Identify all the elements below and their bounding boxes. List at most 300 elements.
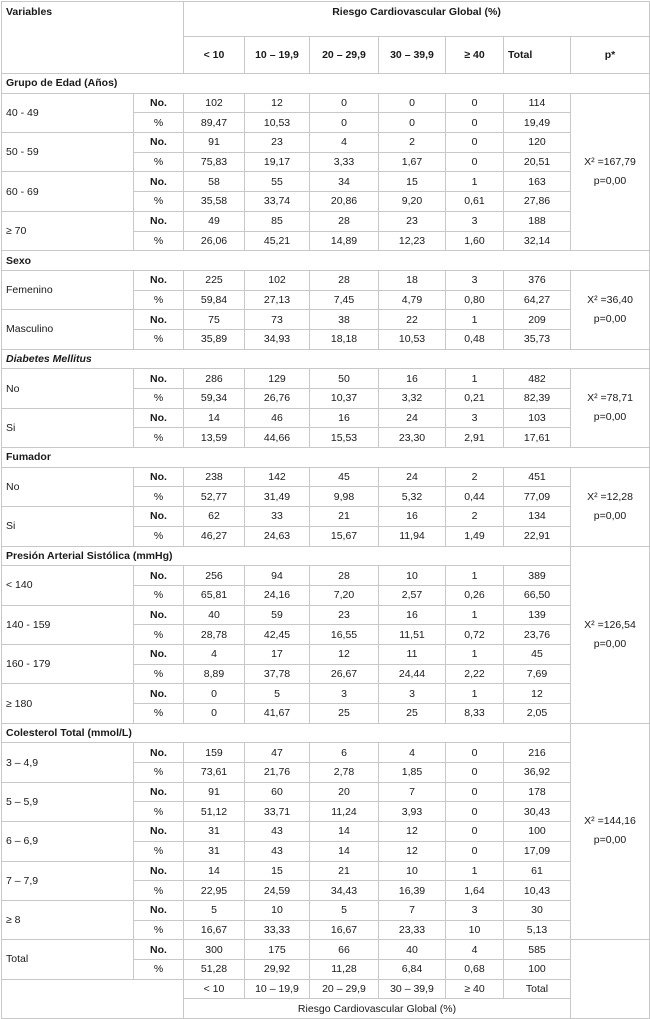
cell-30-39: 22 [379, 310, 446, 330]
footer-col-10-19: 10 – 19,9 [245, 979, 310, 999]
cell-total: 82,39 [504, 389, 571, 409]
row-label: No [2, 467, 134, 506]
cell-20-29: 23 [310, 605, 379, 625]
col-header-20-29: 20 – 29,9 [310, 37, 379, 74]
table-row [2, 743, 650, 763]
row-label: 50 - 59 [2, 133, 134, 172]
cell-10-19: 55 [245, 172, 310, 192]
row-label: Si [2, 507, 134, 546]
cell-10-19: 46 [245, 408, 310, 428]
cell-10-19: 29,92 [245, 959, 310, 979]
cell-20-29: 4 [310, 133, 379, 153]
row-type-pct: % [134, 920, 184, 940]
cell-lt10: 159 [184, 743, 245, 763]
cell-total: 2,05 [504, 704, 571, 724]
row-type-pct: % [134, 113, 184, 133]
cell-10-19: 15 [245, 861, 310, 881]
cell-ge40: 0 [446, 743, 504, 763]
cell-total: 20,51 [504, 152, 571, 172]
header-row-top [2, 2, 650, 37]
cell-ge40: 3 [446, 211, 504, 231]
table-row [2, 605, 650, 625]
cell-lt10: 31 [184, 822, 245, 842]
cell-ge40: 10 [446, 920, 504, 940]
cell-30-39: 23 [379, 211, 446, 231]
cell-30-39: 24 [379, 408, 446, 428]
cell-lt10: 238 [184, 467, 245, 487]
table-row [2, 133, 650, 153]
cell-total: 45 [504, 644, 571, 664]
cell-20-29: 11,24 [310, 802, 379, 822]
cell-10-19: 47 [245, 743, 310, 763]
cell-30-39: 10 [379, 861, 446, 881]
row-label: 60 - 69 [2, 172, 134, 211]
cell-30-39: 11,94 [379, 526, 446, 546]
section-title: Fumador [2, 448, 650, 468]
table-row [2, 822, 650, 842]
row-type-no: No. [134, 861, 184, 881]
cell-30-39: 0 [379, 113, 446, 133]
cell-20-29: 20 [310, 782, 379, 802]
empty-p-cell [571, 940, 650, 1019]
section-title-row [2, 723, 650, 743]
row-type-pct: % [134, 959, 184, 979]
cell-ge40: 0 [446, 841, 504, 861]
chi-square-result [571, 270, 650, 349]
cell-ge40: 4 [446, 940, 504, 960]
variables-header: Variables [2, 2, 184, 74]
cell-ge40: 3 [446, 900, 504, 920]
cell-20-29: 12 [310, 644, 379, 664]
cell-lt10: 225 [184, 270, 245, 290]
row-label: 140 - 159 [2, 605, 134, 644]
cell-30-39: 9,20 [379, 192, 446, 212]
cell-10-19: 33,33 [245, 920, 310, 940]
cell-20-29: 15,53 [310, 428, 379, 448]
cell-lt10: 286 [184, 369, 245, 389]
cell-ge40: 2 [446, 467, 504, 487]
row-type-no: No. [134, 822, 184, 842]
cell-lt10: 14 [184, 861, 245, 881]
col-header-10-19: 10 – 19,9 [245, 37, 310, 74]
col-header-30-39: 30 – 39,9 [379, 37, 446, 74]
table-row [2, 644, 650, 664]
cell-ge40: 0,72 [446, 625, 504, 645]
cell-20-29: 0 [310, 113, 379, 133]
cell-20-29: 0 [310, 93, 379, 113]
cell-10-19: 31,49 [245, 487, 310, 507]
cell-lt10: 5 [184, 900, 245, 920]
cell-10-19: 19,17 [245, 152, 310, 172]
cell-30-39: 7 [379, 782, 446, 802]
cell-lt10: 28,78 [184, 625, 245, 645]
table-row [2, 782, 650, 802]
section-title: Grupo de Edad (Años) [2, 74, 650, 94]
cell-total: 17,61 [504, 428, 571, 448]
row-label: Si [2, 408, 134, 447]
cell-total: 17,09 [504, 841, 571, 861]
table-row [2, 270, 650, 290]
cell-ge40: 0,61 [446, 192, 504, 212]
cell-10-19: 33 [245, 507, 310, 527]
cell-lt10: 58 [184, 172, 245, 192]
cell-10-19: 94 [245, 566, 310, 586]
table-row [2, 566, 650, 586]
table-body [2, 74, 650, 1019]
p-value: p=0,00 [593, 509, 627, 522]
row-type-no: No. [134, 369, 184, 389]
cell-30-39: 16,39 [379, 881, 446, 901]
cell-ge40: 0 [446, 763, 504, 783]
cell-20-29: 66 [310, 940, 379, 960]
chi-square-value: X² =12,28 [587, 490, 633, 503]
cell-ge40: 1,60 [446, 231, 504, 251]
cell-total: 30 [504, 900, 571, 920]
table-row [2, 408, 650, 428]
row-label: < 140 [2, 566, 134, 605]
row-type-pct: % [134, 802, 184, 822]
cell-30-39: 12 [379, 822, 446, 842]
row-type-no: No. [134, 566, 184, 586]
cell-lt10: 46,27 [184, 526, 245, 546]
row-type-pct: % [134, 290, 184, 310]
cell-30-39: 25 [379, 704, 446, 724]
cell-lt10: 300 [184, 940, 245, 960]
cell-20-29: 9,98 [310, 487, 379, 507]
col-header-ge40: ≥ 40 [446, 37, 504, 74]
cell-total: 389 [504, 566, 571, 586]
cell-lt10: 49 [184, 211, 245, 231]
cell-20-29: 20,86 [310, 192, 379, 212]
row-type-no: No. [134, 408, 184, 428]
cell-ge40: 1 [446, 605, 504, 625]
cell-30-39: 2 [379, 133, 446, 153]
chi-square-result [571, 369, 650, 448]
cell-lt10: 8,89 [184, 664, 245, 684]
cell-total: 36,92 [504, 763, 571, 783]
row-label: ≥ 180 [2, 684, 134, 723]
cell-total: 451 [504, 467, 571, 487]
cell-total: 22,91 [504, 526, 571, 546]
cell-30-39: 1,67 [379, 152, 446, 172]
cell-10-19: 12 [245, 93, 310, 113]
cell-20-29: 7,20 [310, 585, 379, 605]
row-type-pct: % [134, 625, 184, 645]
cell-lt10: 62 [184, 507, 245, 527]
cell-ge40: 0,26 [446, 585, 504, 605]
cell-ge40: 3 [446, 408, 504, 428]
cell-ge40: 2 [446, 507, 504, 527]
cell-total: 188 [504, 211, 571, 231]
cell-30-39: 24,44 [379, 664, 446, 684]
cell-10-19: 85 [245, 211, 310, 231]
section-title: Colesterol Total (mmol/L) [2, 723, 571, 743]
row-type-no: No. [134, 605, 184, 625]
cell-10-19: 10 [245, 900, 310, 920]
cell-10-19: 43 [245, 841, 310, 861]
cell-total: 139 [504, 605, 571, 625]
row-label: Masculino [2, 310, 134, 349]
cell-30-39: 12,23 [379, 231, 446, 251]
cell-30-39: 10,53 [379, 329, 446, 349]
cell-lt10: 59,84 [184, 290, 245, 310]
cell-10-19: 142 [245, 467, 310, 487]
row-type-pct: % [134, 192, 184, 212]
cell-20-29: 34 [310, 172, 379, 192]
cell-ge40: 1 [446, 861, 504, 881]
cell-30-39: 16 [379, 605, 446, 625]
row-label: 160 - 179 [2, 644, 134, 683]
cell-lt10: 73,61 [184, 763, 245, 783]
cell-total: 32,14 [504, 231, 571, 251]
cell-30-39: 7 [379, 900, 446, 920]
row-label: 6 – 6,9 [2, 822, 134, 861]
cell-20-29: 21 [310, 507, 379, 527]
section-title-row [2, 349, 650, 369]
cell-30-39: 16 [379, 507, 446, 527]
cell-total: 5,13 [504, 920, 571, 940]
cell-20-29: 45 [310, 467, 379, 487]
col-header-total: Total [504, 37, 571, 74]
row-type-pct: % [134, 428, 184, 448]
row-type-no: No. [134, 743, 184, 763]
cell-total: 10,43 [504, 881, 571, 901]
cell-lt10: 31 [184, 841, 245, 861]
cell-ge40: 8,33 [446, 704, 504, 724]
table-row [2, 861, 650, 881]
table-row [2, 900, 650, 920]
row-type-no: No. [134, 940, 184, 960]
cell-total: 585 [504, 940, 571, 960]
cell-total: 216 [504, 743, 571, 763]
section-title-row [2, 74, 650, 94]
cell-total: 163 [504, 172, 571, 192]
cell-30-39: 6,84 [379, 959, 446, 979]
chi-square-value: X² =144,16 [584, 815, 636, 828]
chi-square-value: X² =126,54 [584, 618, 636, 631]
total-label: Total [2, 940, 134, 979]
cell-total: 7,69 [504, 664, 571, 684]
cell-10-19: 34,93 [245, 329, 310, 349]
cell-30-39: 11,51 [379, 625, 446, 645]
cell-lt10: 22,95 [184, 881, 245, 901]
cell-20-29: 3,33 [310, 152, 379, 172]
cell-10-19: 33,74 [245, 192, 310, 212]
cell-20-29: 28 [310, 211, 379, 231]
cell-total: 209 [504, 310, 571, 330]
row-type-no: No. [134, 684, 184, 704]
cell-total: 178 [504, 782, 571, 802]
cell-lt10: 0 [184, 704, 245, 724]
cell-10-19: 43 [245, 822, 310, 842]
cell-total: 376 [504, 270, 571, 290]
footer-columns-row [2, 979, 650, 999]
col-header-p: p* [571, 37, 650, 74]
cell-20-29: 28 [310, 270, 379, 290]
cell-20-29: 16,67 [310, 920, 379, 940]
cell-10-19: 102 [245, 270, 310, 290]
cell-30-39: 15 [379, 172, 446, 192]
cell-lt10: 75,83 [184, 152, 245, 172]
p-value: p=0,00 [593, 174, 627, 187]
row-type-pct: % [134, 389, 184, 409]
cell-ge40: 2,91 [446, 428, 504, 448]
row-type-no: No. [134, 270, 184, 290]
cell-total: 35,73 [504, 329, 571, 349]
cell-30-39: 16 [379, 369, 446, 389]
cell-ge40: 1 [446, 172, 504, 192]
cell-10-19: 129 [245, 369, 310, 389]
row-type-pct: % [134, 152, 184, 172]
row-type-no: No. [134, 133, 184, 153]
cell-total: 77,09 [504, 487, 571, 507]
cell-ge40: 0 [446, 822, 504, 842]
row-type-pct: % [134, 329, 184, 349]
cell-total: 12 [504, 684, 571, 704]
cell-10-19: 42,45 [245, 625, 310, 645]
cell-ge40: 0,80 [446, 290, 504, 310]
cell-ge40: 2,22 [446, 664, 504, 684]
row-label: ≥ 70 [2, 211, 134, 250]
row-label: 3 – 4,9 [2, 743, 134, 782]
cell-lt10: 4 [184, 644, 245, 664]
row-label: No [2, 369, 134, 408]
cell-lt10: 0 [184, 684, 245, 704]
table-row [2, 211, 650, 231]
cell-20-29: 3 [310, 684, 379, 704]
chi-square-result [571, 546, 650, 723]
cell-total: 100 [504, 959, 571, 979]
chi-square-result [571, 467, 650, 546]
row-type-pct: % [134, 881, 184, 901]
cell-ge40: 1 [446, 684, 504, 704]
cell-30-39: 12 [379, 841, 446, 861]
chi-square-result [571, 723, 650, 940]
row-type-pct: % [134, 585, 184, 605]
cell-lt10: 51,12 [184, 802, 245, 822]
cell-total: 114 [504, 93, 571, 113]
footer-col-lt10: < 10 [184, 979, 245, 999]
cell-ge40: 0 [446, 802, 504, 822]
cell-lt10: 35,58 [184, 192, 245, 212]
cell-10-19: 59 [245, 605, 310, 625]
p-value: p=0,00 [593, 834, 627, 847]
cell-20-29: 7,45 [310, 290, 379, 310]
cell-ge40: 0 [446, 93, 504, 113]
cell-ge40: 1 [446, 369, 504, 389]
footer-col-20-29: 20 – 29,9 [310, 979, 379, 999]
cell-ge40: 0 [446, 133, 504, 153]
cell-20-29: 26,67 [310, 664, 379, 684]
row-type-no: No. [134, 172, 184, 192]
cell-10-19: 37,78 [245, 664, 310, 684]
p-value: p=0,00 [593, 312, 627, 325]
cell-lt10: 89,47 [184, 113, 245, 133]
cell-lt10: 102 [184, 93, 245, 113]
chi-square-value: X² =78,71 [587, 392, 633, 405]
cell-lt10: 13,59 [184, 428, 245, 448]
cell-20-29: 2,78 [310, 763, 379, 783]
cell-20-29: 10,37 [310, 389, 379, 409]
total-row [2, 940, 650, 960]
risk-group-header: Riesgo Cardiovascular Global (%) [184, 2, 650, 37]
cell-20-29: 14 [310, 841, 379, 861]
cell-total: 100 [504, 822, 571, 842]
row-type-no: No. [134, 467, 184, 487]
cell-10-19: 33,71 [245, 802, 310, 822]
cell-20-29: 16,55 [310, 625, 379, 645]
row-type-no: No. [134, 310, 184, 330]
cell-lt10: 75 [184, 310, 245, 330]
cell-ge40: 1 [446, 310, 504, 330]
table-row [2, 93, 650, 113]
cell-30-39: 5,32 [379, 487, 446, 507]
row-label: 40 - 49 [2, 93, 134, 132]
cell-ge40: 0 [446, 152, 504, 172]
cell-20-29: 14 [310, 822, 379, 842]
cell-ge40: 1 [446, 566, 504, 586]
cell-lt10: 35,89 [184, 329, 245, 349]
section-title: Diabetes Mellitus [2, 349, 650, 369]
cell-ge40: 0,68 [446, 959, 504, 979]
cell-total: 23,76 [504, 625, 571, 645]
cell-10-19: 21,76 [245, 763, 310, 783]
cell-30-39: 1,85 [379, 763, 446, 783]
cell-lt10: 91 [184, 133, 245, 153]
cell-total: 30,43 [504, 802, 571, 822]
footer-col-ge40: ≥ 40 [446, 979, 504, 999]
cell-10-19: 60 [245, 782, 310, 802]
row-label: Femenino [2, 270, 134, 309]
cell-ge40: 0,44 [446, 487, 504, 507]
cell-ge40: 1 [446, 644, 504, 664]
p-value: p=0,00 [593, 637, 627, 650]
row-type-pct: % [134, 664, 184, 684]
cell-30-39: 4 [379, 743, 446, 763]
row-type-no: No. [134, 211, 184, 231]
cell-lt10: 65,81 [184, 585, 245, 605]
cell-20-29: 28 [310, 566, 379, 586]
cell-20-29: 14,89 [310, 231, 379, 251]
row-type-no: No. [134, 93, 184, 113]
cell-total: 61 [504, 861, 571, 881]
cell-10-19: 17 [245, 644, 310, 664]
section-title: Presión Arterial Sistólica (mmHg) [2, 546, 571, 566]
table-row [2, 467, 650, 487]
cell-10-19: 175 [245, 940, 310, 960]
cell-20-29: 15,67 [310, 526, 379, 546]
cell-30-39: 2,57 [379, 585, 446, 605]
table-row [2, 507, 650, 527]
cell-lt10: 40 [184, 605, 245, 625]
cell-lt10: 14 [184, 408, 245, 428]
cell-ge40: 1,64 [446, 881, 504, 901]
row-type-pct: % [134, 487, 184, 507]
footer-blank-cell [2, 979, 184, 1018]
table-row [2, 684, 650, 704]
cell-10-19: 5 [245, 684, 310, 704]
cell-10-19: 44,66 [245, 428, 310, 448]
cell-ge40: 0,21 [446, 389, 504, 409]
cell-30-39: 4,79 [379, 290, 446, 310]
cell-20-29: 16 [310, 408, 379, 428]
cell-10-19: 41,67 [245, 704, 310, 724]
cell-total: 120 [504, 133, 571, 153]
cell-30-39: 10 [379, 566, 446, 586]
chi-square-result [571, 93, 650, 251]
cell-20-29: 34,43 [310, 881, 379, 901]
cell-10-19: 45,21 [245, 231, 310, 251]
